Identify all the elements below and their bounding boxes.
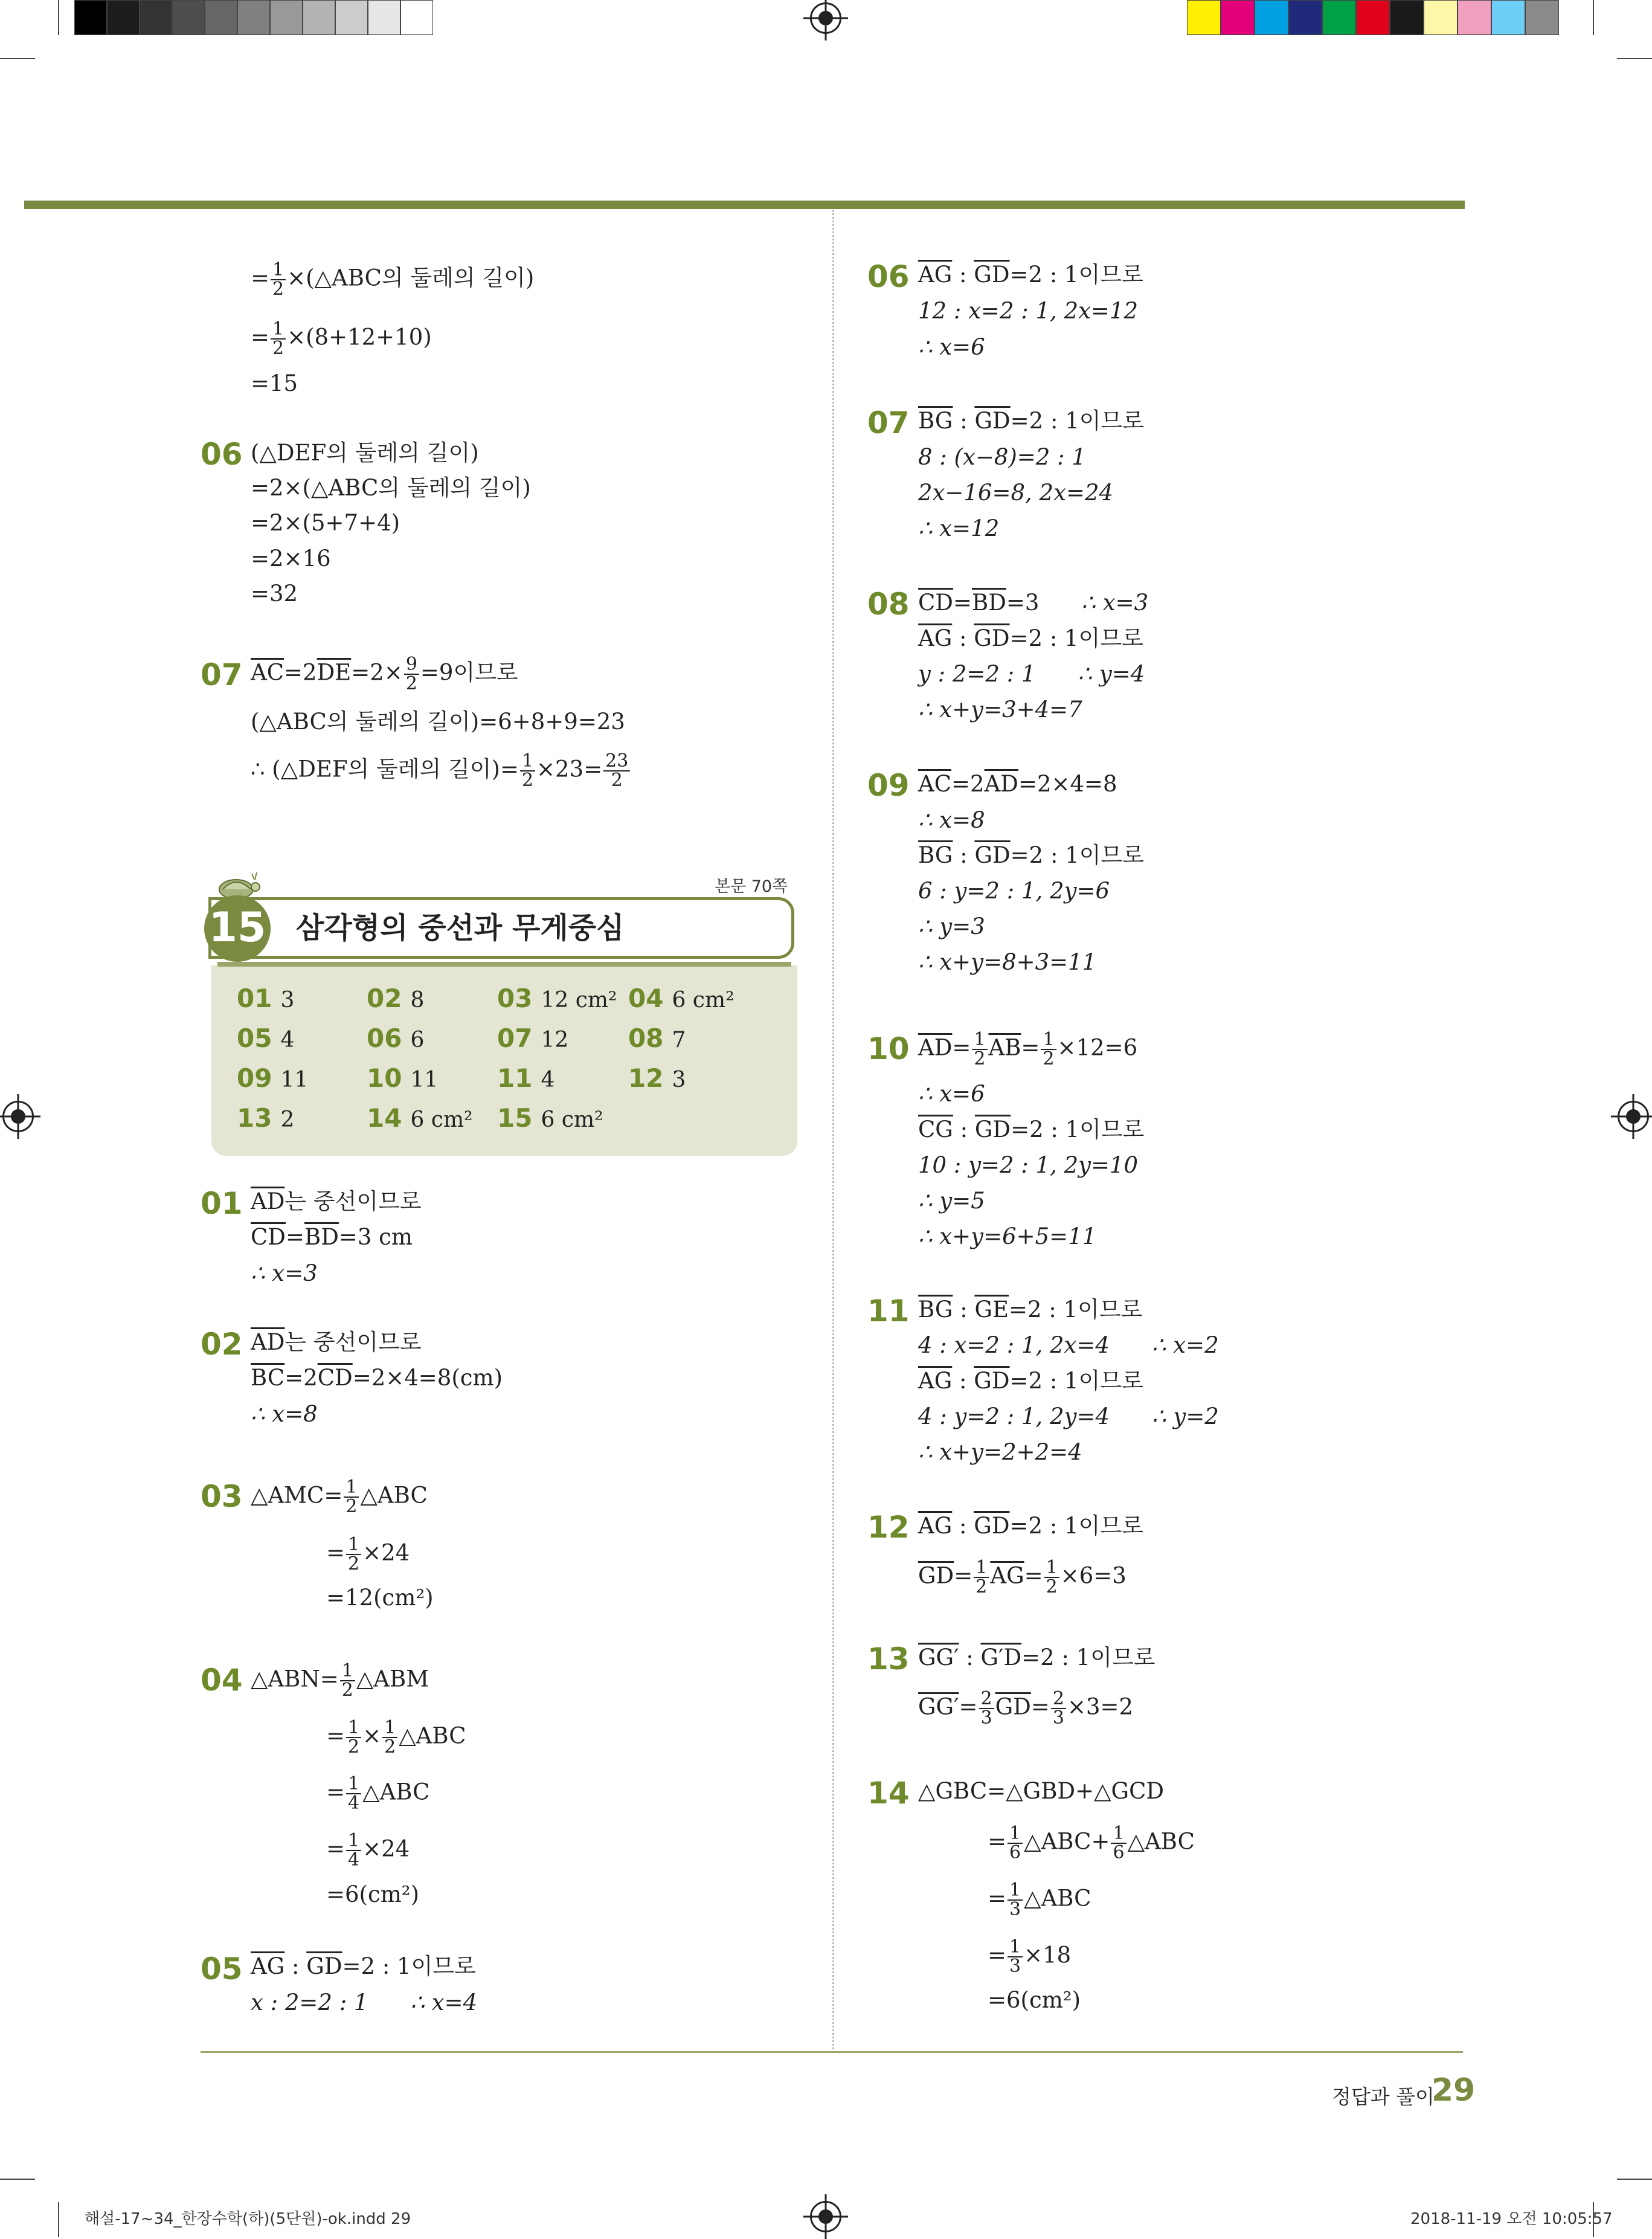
solution-line: = $\frac{1}{4}$ △ABC — [326, 1773, 430, 1814]
cont-line-1: = $\frac{1}{2}$ ×(△ABC의 둘레의 길이) — [251, 259, 535, 300]
solution-line: y : 2=2 : 1 ∴ y=4 — [918, 661, 1145, 687]
gray-swatch — [303, 0, 335, 35]
section-number: 15 — [208, 904, 266, 952]
solution-line: $\overline{BG}$ : $\overline{GE}=2$ : 1이므로 — [918, 1297, 1143, 1322]
problem-number: 09 — [867, 768, 910, 803]
solution-line: $\overline{CG}$ : $\overline{GD}=2$ : 1이므로 — [918, 1116, 1145, 1142]
problem-number: 05 — [201, 1951, 243, 1986]
solution-line: = $\frac{1}{6}$ △ABC+ $\frac{1}{6}$ △ABC — [988, 1823, 1195, 1863]
crop-mark — [0, 58, 35, 59]
solution-line: 6 : y=2 : 1, 2y=6 — [918, 878, 1110, 904]
problem-number: 01 — [201, 1186, 243, 1221]
answer-item: 08 7 — [628, 1023, 686, 1053]
solution-line: △ABN= $\frac{1}{2}$ △ABM — [251, 1660, 429, 1701]
answer-item: 04 6 cm² — [628, 984, 734, 1013]
solution-line: $\overline{CD}=\overline{BD}=3$ ∴ x=3 — [918, 590, 1149, 616]
problem-number: 07 — [867, 405, 910, 440]
solution-line: = $\frac{1}{3}$ ×18 — [988, 1936, 1072, 1977]
solution-line: $\overline{AD}=$ $\frac{1}{2}$ $\overline{AB}=$ $\frac{1}{2}$ ×12=6 — [918, 1029, 1138, 1069]
problem-number: 06 — [201, 437, 243, 472]
answer-item: 07 12 — [497, 1023, 569, 1053]
gray-swatch — [237, 0, 270, 35]
color-swatch — [1322, 0, 1356, 35]
answer-item: 01 3 — [237, 984, 295, 1013]
solution-line: $\overline{AG}$ : $\overline{GD}=2$ : 1이므로 — [251, 1953, 476, 1979]
solution-line: ∴ x=12 — [918, 515, 1000, 541]
color-swatch — [1424, 0, 1458, 35]
solution-line: ∴ x=6 — [918, 334, 985, 360]
gray-swatch — [74, 0, 107, 35]
solution-line: ∴ x+y=6+5=11 — [918, 1223, 1097, 1249]
solution-line: ∴ x+y=2+2=4 — [918, 1439, 1082, 1465]
solution-line: =2×16 — [251, 546, 331, 572]
solution-line: ∴ (△DEF의 둘레의 길이)= $\frac{1}{2}$ ×23= $\frac{23}{2}$ — [251, 752, 631, 790]
solution-line: =2×(5+7+4) — [251, 510, 400, 536]
color-swatch — [1525, 0, 1559, 35]
solution-line: =12(cm²) — [326, 1585, 434, 1611]
answer-item: 15 6 cm² — [497, 1103, 603, 1133]
solution-line: $\overline{AG}$ : $\overline{GD}=2$ : 1이므로 — [918, 1368, 1143, 1394]
date-slug: 2018-11-19 오전 10:05:57 — [1410, 2210, 1613, 2228]
registration-mark-top — [810, 2, 841, 34]
solution-line: ∴ x=3 — [251, 1260, 318, 1286]
registration-mark-bottom — [810, 2201, 841, 2232]
solution-line: GG′ : G′D=2 : 1이므로 — [918, 1645, 1155, 1670]
solution-line: ∴ x+y=3+4=7 — [918, 697, 1082, 723]
solution-line: (△ABC의 둘레의 길이)=6+8+9=23 — [251, 709, 625, 735]
answer-item: 02 8 — [367, 984, 425, 1013]
footer-title: 정답과 풀이 — [1332, 2085, 1435, 2109]
column-divider — [832, 210, 834, 2053]
solution-line: △GBC=△GBD+△GCD — [918, 1778, 1165, 1804]
color-swatch — [1491, 0, 1525, 35]
solution-line: ∴ x=6 — [918, 1081, 985, 1107]
solution-line: ∴ y=3 — [918, 913, 985, 939]
gray-swatch — [107, 0, 140, 35]
solution-line: 2x−16=8, 2x=24 — [918, 480, 1114, 506]
solution-line: ∴ x=8 — [918, 807, 985, 833]
solution-line: $\overline{AG}$ : $\overline{GD}=2$ : 1이므로 — [918, 262, 1143, 288]
problem-number: 07 — [201, 657, 243, 692]
page-number: 29 — [1432, 2072, 1476, 2109]
color-swatch — [1458, 0, 1491, 35]
problem-number: 02 — [201, 1327, 243, 1362]
color-swatch — [1356, 0, 1390, 35]
solution-line: =2×(△ABC의 둘레의 길이) — [251, 475, 531, 501]
solution-line: 10 : y=2 : 1, 2y=10 — [918, 1152, 1139, 1178]
solution-line: = $\frac{1}{4}$ ×24 — [326, 1830, 410, 1870]
solution-line: $\overline{BG}$ : $\overline{GD}=2$ : 1이므로 — [918, 842, 1144, 868]
solution-line: $\overline{AG}$ : $\overline{GD}=2$ : 1이므로 — [918, 625, 1143, 651]
solution-line: $\overline{AC}=2\overline{AD}=2\times 4=8$ — [918, 771, 1117, 797]
solution-line: = $\frac{1}{2}$ × $\frac{1}{2}$ △ABC — [326, 1717, 466, 1757]
answer-item: 11 4 — [497, 1063, 555, 1093]
gray-swatch — [368, 0, 400, 35]
solution-line: $\overline{GD}=$ $\frac{1}{2}$ $\overline{AG}=$ $\frac{1}{2}$ ×6=3 — [918, 1557, 1127, 1597]
solution-line: (△DEF의 둘레의 길이) — [251, 440, 479, 466]
solution-line: $\overline{AD}$는 중선이므로 — [251, 1188, 422, 1214]
answer-item: 10 11 — [367, 1063, 439, 1093]
gray-swatch — [205, 0, 237, 35]
solution-line: =32 — [251, 581, 298, 607]
problem-number: 08 — [867, 587, 910, 622]
gray-swatch — [335, 0, 368, 35]
crop-mark — [1593, 0, 1594, 35]
crop-mark — [1617, 2179, 1652, 2180]
answer-item: 12 3 — [628, 1063, 686, 1093]
solution-line: $\overline{AC}=2\overline{DE}=2\times$ $\frac{9}{2}$ =9이므로 — [251, 654, 518, 694]
color-swatch — [1187, 0, 1221, 35]
color-swatch — [1288, 0, 1322, 35]
problem-number: 04 — [201, 1663, 243, 1698]
color-swatch — [1221, 0, 1255, 35]
solution-line: $\overline{CD}=\overline{BD}=3$ cm — [251, 1224, 413, 1250]
answer-item: 14 6 cm² — [367, 1103, 473, 1133]
solution-line: ∴ y=5 — [918, 1188, 985, 1214]
solution-line: = $\frac{1}{2}$ ×24 — [326, 1534, 410, 1574]
problem-number: 12 — [867, 1510, 910, 1545]
problem-number: 11 — [867, 1293, 910, 1329]
color-swatch — [1390, 0, 1424, 35]
solution-line: $\overline{AD}$는 중선이므로 — [251, 1329, 422, 1355]
solution-line: $\overline{BG}$ : $\overline{GD}=2$ : 1이므로 — [918, 408, 1144, 434]
solution-line: 8 : (x−8)=2 : 1 — [918, 444, 1086, 470]
registration-mark-left — [2, 1101, 34, 1132]
answer-item: 03 12 cm² — [497, 984, 617, 1013]
solution-line: ∴ x+y=8+3=11 — [918, 949, 1097, 975]
registration-mark-right — [1618, 1101, 1649, 1132]
cont-line-3: =15 — [251, 370, 298, 396]
solution-line: GG′= $\frac{2}{3}$ $\overline{GD}=$ $\frac{2}{3}$ ×3=2 — [918, 1688, 1134, 1728]
gray-swatch — [140, 0, 172, 35]
solution-line: =6(cm²) — [326, 1881, 420, 1907]
page-reference: 본문 70쪽 — [715, 877, 788, 896]
solution-line: $\overline{AG}$ : $\overline{GD}=2$ : 1이므로 — [918, 1513, 1143, 1539]
bottom-rule — [201, 2051, 1463, 2053]
answer-item: 13 2 — [237, 1103, 295, 1133]
problem-number: 14 — [867, 1776, 910, 1811]
gray-swatch — [172, 0, 205, 35]
solution-line: △AMC= $\frac{1}{2}$ △ABC — [251, 1477, 428, 1517]
solution-line: x : 2=2 : 1 ∴ x=4 — [251, 1989, 478, 2015]
solution-line: = $\frac{1}{3}$ △ABC — [988, 1880, 1091, 1920]
color-swatch — [1255, 0, 1288, 35]
crop-mark — [58, 2202, 59, 2237]
cont-line-2: = $\frac{1}{2}$ ×(8+12+10) — [251, 318, 432, 359]
solution-line: $\overline{BC}=2\overline{CD}=2\times 4=8(cm)$ — [251, 1365, 503, 1391]
answer-item: 09 11 — [237, 1063, 309, 1093]
solution-line: =6(cm²) — [988, 1987, 1081, 2013]
section-title: 삼각형의 중선과 무게중심 — [296, 911, 625, 945]
gray-swatch — [270, 0, 303, 35]
crop-mark — [58, 0, 59, 35]
crop-mark — [1617, 58, 1652, 59]
problem-number: 10 — [867, 1031, 910, 1066]
answer-item: 05 4 — [237, 1023, 295, 1053]
solution-line: 12 : x=2 : 1, 2x=12 — [918, 298, 1139, 324]
solution-line: 4 : y=2 : 1, 2y=4 ∴ y=2 — [918, 1403, 1219, 1429]
solution-line: ∴ x=8 — [251, 1401, 318, 1427]
solution-line: 4 : x=2 : 1, 2x=4 ∴ x=2 — [918, 1332, 1219, 1358]
answer-item: 06 6 — [367, 1023, 425, 1053]
gray-swatch — [400, 0, 433, 35]
problem-number: 03 — [201, 1479, 243, 1514]
file-slug: 해설-17~34_한장수학(하)(5단원)-ok.indd 29 — [85, 2210, 411, 2228]
problem-number: 13 — [867, 1641, 910, 1677]
problem-number: 06 — [867, 259, 910, 294]
crop-mark — [0, 2179, 35, 2180]
top-rule — [24, 201, 1465, 209]
answer-box-shadow — [217, 962, 791, 967]
